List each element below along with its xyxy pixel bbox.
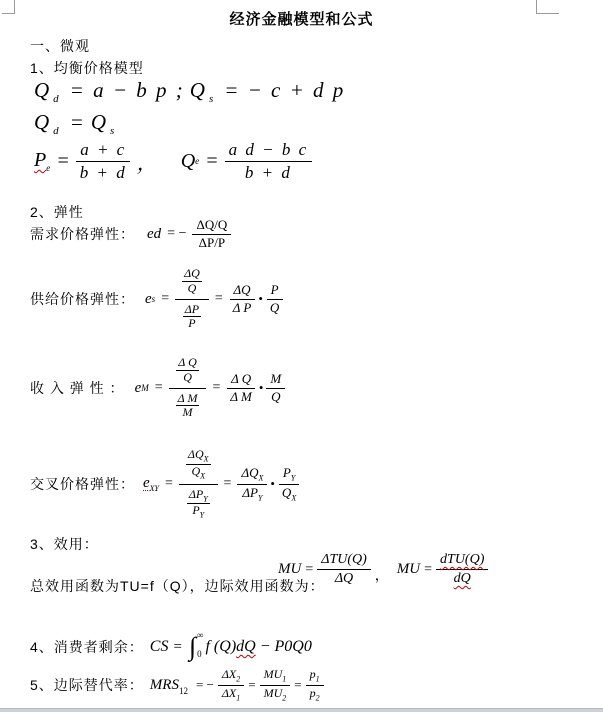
fraction-numerator: ΔTU(Q) <box>317 552 371 570</box>
math-var: MU <box>278 561 302 578</box>
math-subscript: X <box>203 454 209 464</box>
math-var: Q <box>189 78 207 102</box>
math-subscript: d <box>53 93 59 106</box>
math-token: ΔX <box>221 666 237 681</box>
fraction-denominator <box>450 570 475 587</box>
section-heading-micro: 一、微观 <box>30 38 90 54</box>
fraction-denominator: b + d <box>79 162 127 182</box>
math-subscript: 2 <box>282 692 287 702</box>
mrs-row <box>30 664 324 706</box>
fraction-denominator: Q <box>269 299 280 315</box>
fraction-numerator: dTU(Q) <box>436 552 488 570</box>
demand-elasticity-row <box>30 212 231 256</box>
math-var: ed <box>147 225 162 242</box>
math-token: P <box>192 503 200 518</box>
integral-sign: ∫ <box>188 632 197 661</box>
math-subscript: X <box>291 493 297 503</box>
math-operator: = <box>294 677 302 692</box>
fraction-numerator: Δ M <box>177 390 198 405</box>
integral-lower-limit: 0 <box>197 649 202 659</box>
formula-equilibrium-condition <box>34 110 120 137</box>
consumer-surplus-row <box>30 628 312 666</box>
math-var: Q <box>90 110 109 134</box>
math-subscript: X <box>258 473 264 483</box>
consumer-surplus-label: 4、消费者剩余： <box>30 639 144 655</box>
math-subscript: 12 <box>178 686 188 696</box>
fraction-numerator: ΔQ/Q <box>192 218 231 235</box>
section-heading-elasticity: 2、弹性 <box>30 204 84 220</box>
fraction <box>229 283 256 316</box>
math-subscript: 1 <box>236 692 241 702</box>
math-operator: = <box>56 149 70 172</box>
fraction <box>266 372 285 405</box>
math-subscript: X <box>200 471 205 481</box>
fraction-denominator <box>190 504 206 520</box>
math-operator: = <box>154 380 163 395</box>
page-bottom-edge <box>0 708 603 712</box>
fraction-numerator <box>169 355 206 389</box>
supply-elasticity-row <box>30 256 283 342</box>
math-token: ΔQ <box>241 464 259 480</box>
math-operator: = − <box>195 677 214 692</box>
fraction <box>237 466 267 503</box>
supply-elasticity-label: 供给价格弹性： <box>30 291 135 307</box>
fraction-numerator: Δ Q <box>178 354 197 369</box>
integral-upper-limit: ∞ <box>197 630 204 641</box>
math-token: = a − b p ; <box>69 78 185 102</box>
math-operator: = <box>165 476 173 491</box>
fraction <box>76 140 131 182</box>
fraction-numerator: M <box>266 372 285 389</box>
math-operator: = − <box>167 226 187 241</box>
fraction-denominator: ΔQ <box>334 571 354 587</box>
multiplication-dot: • <box>270 476 275 491</box>
math-operator: = <box>214 291 223 306</box>
math-operator: = <box>223 476 232 491</box>
fraction-denominator: P <box>188 316 196 331</box>
math-token: dQ <box>236 638 256 655</box>
math-token: ΔP <box>242 484 258 500</box>
math-subscript: 2 <box>236 674 241 684</box>
fraction <box>218 668 244 702</box>
income-elasticity-row <box>30 350 285 426</box>
fraction-numerator <box>237 466 267 485</box>
fraction-numerator: a d − b c <box>225 140 313 162</box>
fraction-numerator: P <box>267 283 283 300</box>
math-token: dQ <box>453 571 471 587</box>
nested-fraction <box>179 447 218 520</box>
section-heading-utility: 3、效用： <box>30 536 99 552</box>
multiplication-dot: • <box>258 291 263 306</box>
math-operator: = <box>248 677 256 692</box>
integral <box>189 632 204 662</box>
fraction <box>192 218 231 251</box>
math-token: = <box>69 110 86 134</box>
fraction <box>186 448 211 480</box>
fraction <box>436 552 488 587</box>
formula-supply-demand <box>34 78 350 105</box>
math-token: p <box>309 666 316 681</box>
fraction-denominator: Q <box>271 388 281 404</box>
fraction-denominator: Δ M <box>230 388 252 404</box>
fraction-numerator: Δ Q <box>227 372 255 389</box>
math-subscript: 1 <box>315 674 320 684</box>
math-var: MU <box>396 561 421 578</box>
fraction-numerator: ΔQ <box>184 265 200 280</box>
fraction-denominator <box>176 300 208 333</box>
math-token: ΔX <box>221 685 237 700</box>
fraction-denominator <box>169 389 207 422</box>
math-subscript: s <box>208 93 214 106</box>
math-subscript: e <box>46 163 51 174</box>
math-subscript: Y <box>199 510 205 520</box>
fraction-denominator <box>238 485 266 503</box>
math-var: e <box>134 379 142 396</box>
math-token: f (Q) <box>205 638 237 655</box>
fraction-numerator <box>306 668 324 686</box>
math-subscript: Y <box>203 493 208 503</box>
math-var: Q <box>34 78 52 102</box>
math-var: Q <box>34 110 52 134</box>
fraction-denominator <box>218 686 244 703</box>
fraction <box>176 392 200 421</box>
cross-elasticity-label: 交叉价格弹性： <box>30 476 135 492</box>
math-token: ΔQ <box>187 447 204 462</box>
income-elasticity-label: 收 入 弹 性 ： <box>30 380 125 396</box>
math-subscript: Y <box>257 493 263 503</box>
math-operator: = <box>205 149 219 172</box>
math-token: ， <box>136 152 157 175</box>
math-operator: = <box>212 380 221 395</box>
math-operator: = <box>173 638 182 655</box>
fraction <box>225 140 313 182</box>
math-operator: = <box>161 291 170 306</box>
math-token: Q <box>281 484 292 500</box>
fraction-denominator: Q <box>187 280 197 295</box>
math-var: CS <box>149 638 169 655</box>
fraction-numerator <box>179 447 218 484</box>
formula-equilibrium-price-quantity <box>34 140 312 182</box>
math-token: P <box>282 464 291 480</box>
math-subscript: M <box>141 383 149 393</box>
subsection-heading-equilibrium-model: 1、均衡价格模型 <box>30 60 144 76</box>
math-token: = − c + d p <box>224 78 346 102</box>
math-var: e <box>143 475 150 492</box>
fraction-numerator <box>175 266 209 300</box>
fraction-denominator: Δ P <box>232 299 252 315</box>
fraction-denominator <box>189 465 207 481</box>
fraction-denominator: M <box>182 405 193 420</box>
math-token: MU <box>263 685 283 700</box>
math-subscript: XY <box>149 484 160 494</box>
fraction <box>187 488 210 520</box>
fraction-denominator <box>180 485 217 521</box>
math-var: MRS <box>149 676 179 693</box>
math-operator: = <box>305 561 314 577</box>
fraction <box>317 552 371 587</box>
fraction-denominator <box>260 686 291 703</box>
math-token: ， <box>374 569 389 585</box>
demand-elasticity-label: 需求价格弹性： <box>30 226 135 242</box>
nested-fraction <box>169 355 207 421</box>
nested-fraction <box>175 266 209 332</box>
fraction-numerator: ΔQ <box>230 283 255 300</box>
fraction-denominator <box>278 485 300 503</box>
cross-elasticity-row <box>30 438 300 530</box>
fraction-denominator: ΔP/P <box>198 234 226 250</box>
fraction-numerator: ΔP <box>184 301 200 316</box>
math-var: e <box>145 290 152 307</box>
fraction <box>260 668 291 702</box>
math-var: Q <box>180 149 196 172</box>
multiplication-dot: • <box>258 380 264 395</box>
math-subscript: s <box>151 294 156 304</box>
fraction-numerator <box>279 466 299 485</box>
math-subscript: 2 <box>315 692 320 702</box>
fraction-denominator: Q <box>183 369 192 384</box>
math-token: − P0Q0 <box>259 638 312 655</box>
fraction-denominator: b + d <box>244 162 292 182</box>
math-token: ΔP <box>188 486 204 501</box>
math-subscript: s <box>110 125 115 138</box>
fraction-denominator <box>306 686 324 703</box>
math-subscript: Y <box>290 473 296 483</box>
fraction <box>266 283 283 316</box>
mrs-label: 5、边际替代率： <box>30 677 144 693</box>
page-title: 经济金融模型和公式 <box>229 11 374 28</box>
fraction <box>278 466 300 503</box>
fraction <box>226 372 255 405</box>
fraction-numerator: a + c <box>76 140 130 162</box>
utility-sentence: 总效用函数为TU=f（Q），边际效用函数为： <box>30 578 325 594</box>
math-var-pe <box>34 149 50 173</box>
fraction-numerator <box>186 448 211 465</box>
fraction <box>182 267 202 296</box>
fraction <box>306 668 324 702</box>
fraction <box>183 303 201 332</box>
math-var-exy <box>143 474 159 493</box>
math-token: Q <box>191 463 201 478</box>
math-subscript: d <box>53 125 59 138</box>
fraction-numerator <box>260 668 291 686</box>
fraction-numerator <box>187 488 210 505</box>
math-subscript: 1 <box>282 674 287 684</box>
fraction <box>176 356 199 385</box>
math-token: MU <box>263 666 283 681</box>
math-var: P <box>34 149 47 172</box>
math-token: p <box>309 685 316 700</box>
integral-limits <box>197 630 203 660</box>
fraction-numerator <box>218 668 244 686</box>
math-subscript: e <box>195 156 200 167</box>
math-operator: = <box>424 561 433 577</box>
